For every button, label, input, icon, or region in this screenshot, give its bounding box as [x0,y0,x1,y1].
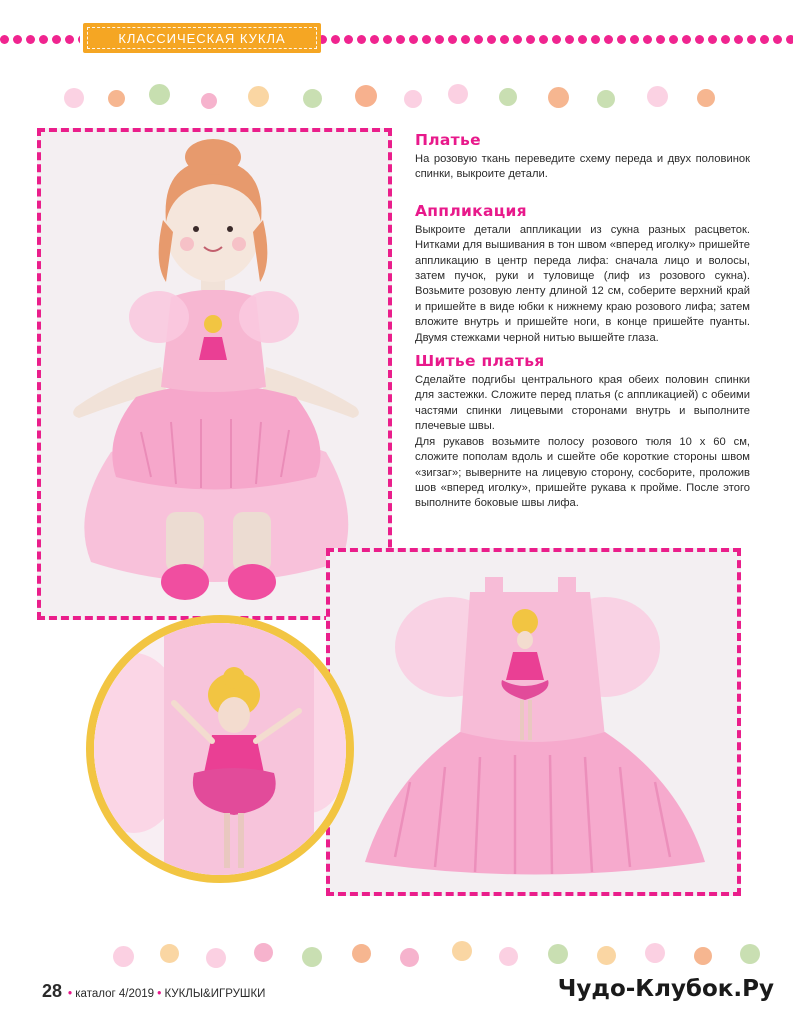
instructions-column [415,131,750,512]
heading-sewing: Шитье платья [415,352,545,371]
paragraph-dress: На розовую ткань переведите схему переда и двух половинок спинки, выкроите детали. [415,153,750,181]
paragraph-sewing-1: Сделайте подгибы центрального края обеих половин спинки для застежки. Сложите перед платья (с аппликацией) с обеими частями спинки лицевыми сторонами внутрь и выполните плечевые швы. [415,374,750,433]
dress-photo [326,548,741,896]
issue-info [68,988,265,1000]
magazine-name: КУКЛЫ&ИГРУШКИ [164,988,266,1000]
doll-photo [37,128,392,620]
heading-dress: Платье [415,131,481,149]
doll-illustration [41,132,388,616]
dress-illustration [330,552,737,892]
applique-closeup-photo [86,615,354,883]
site-watermark: Чудо-Клубок.Ру [557,976,774,1002]
footer-bullet-2: • [157,988,162,1000]
paragraph-sewing-2: Для рукавов возьмите полосу розового тюля 10 х 60 см, сложите пополам вдоль и сшейте обе короткие стороны швом «зигзаг»; выверните на лицевую сторону, сосборите, проложив шов «вперед иголку», пришейте рукава к пройме. После этого выполните боковые швы лифа. [415,435,750,510]
footer-bullet: • [68,988,73,1000]
top-dotted-rule-right [318,33,793,45]
paragraph-applique: Выкроите детали аппликации из сукна разных расцветок. Нитками для вышивания в тон швом «вперед иголку» пришейте аппликацию в центр переда лифа: сначала лицо и волосы, затем пучок, руки и туловище (лиф из розового сукна). Возьмите розовую ленту длиной 12 см, соберите верхний край и пришейте в виде юбки к нижнему краю розового лифа; затем вложите внутрь и пришейте ноги, в конце пришейте пуанты. Двумя стежками черной нитью вышейте глаза. [415,223,750,344]
page-number: 28 [42,981,63,1001]
top-dotted-rule-left [0,33,80,45]
heading-applique: Аппликация [415,201,527,220]
issue-label: каталог 4/2019 [75,988,155,1000]
applique-closeup-illustration [94,623,346,875]
section-tag: КЛАССИЧЕСКАЯ КУКЛА [83,23,321,53]
page-footer [42,981,265,1002]
